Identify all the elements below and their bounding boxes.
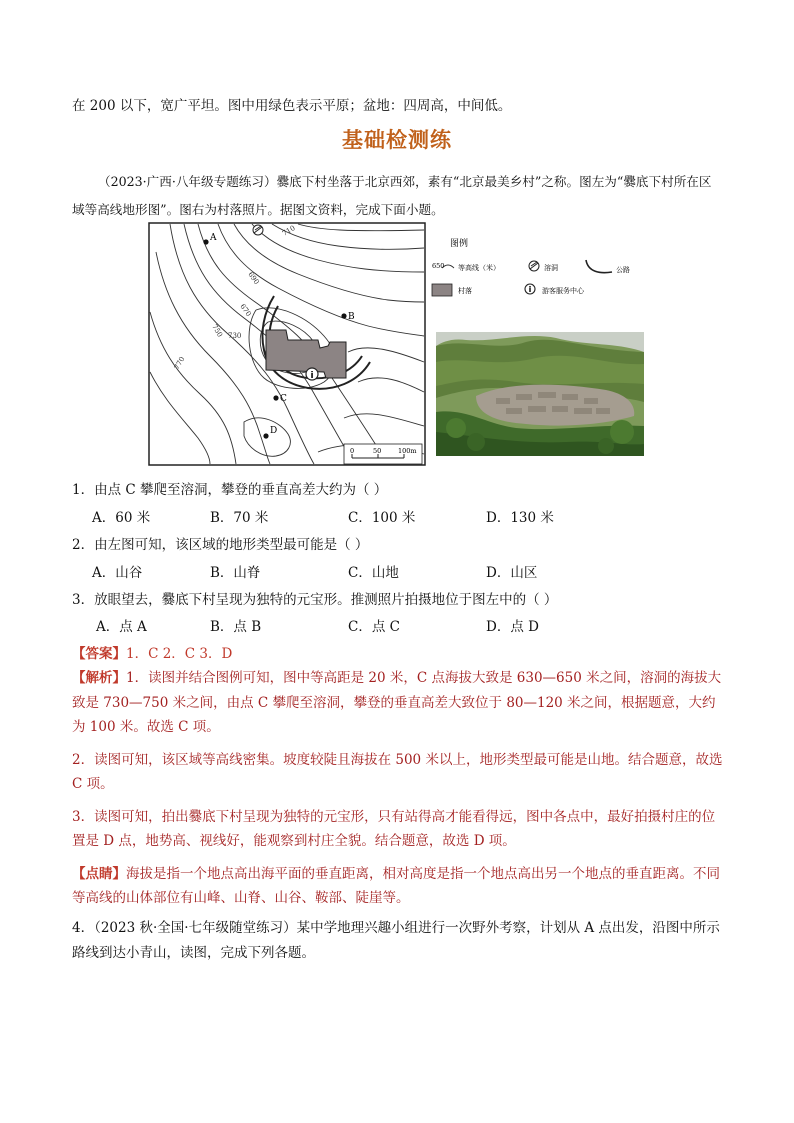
legend-road-label: 公路 bbox=[616, 266, 630, 274]
info-icon-glyph: i bbox=[528, 285, 532, 294]
question-1-option-b[interactable]: B．70 米 bbox=[210, 510, 269, 526]
section-title: 基础检测练 bbox=[342, 128, 452, 152]
analysis-text-3: 3．读图可知，拍出爨底下村呈现为独特的元宝形，只有站得高才能看得远，图中各点中，最好拍摄村庄的位置是 D 点，地势高、视线好，能观察到村庄全貌。结合题意，故选 D 项。 bbox=[72, 808, 716, 849]
top-text-line: 在 200 以下，宽广平坦。图中用绿色表示平原；盆地：四周高，中间低。 bbox=[72, 98, 512, 114]
point-tag: 【点睛】 bbox=[72, 865, 126, 882]
question-4-text: 4．（2023 秋·全国·七年级随堂练习）某中学地理兴趣小组进行一次野外考察，计划从 A 点出发，沿图中所示路线到达小青山，读图，完成下列各题。 bbox=[72, 920, 720, 961]
answer-text: 1．C 2．C 3．D bbox=[126, 646, 233, 662]
question-3-stem: 3．放眼望去，爨底下村呈现为独特的元宝形。推测照片拍摄地位于图左中的（ ） bbox=[72, 592, 558, 608]
contour-label: 690 bbox=[246, 270, 261, 287]
question-1-option-c[interactable]: C．100 米 bbox=[348, 510, 416, 526]
question-1-stem: 1．由点 C 攀爬至溶洞，攀登的垂直高差大约为（ ） bbox=[72, 482, 388, 498]
contour-label: 710 bbox=[281, 224, 297, 238]
point-text: 海拔是指一个地点高出海平面的垂直距离，相对高度是指一个地点高出另一个地点的垂直距离。不同等高线的山体部位有山峰、山脊、山谷、鞍部、陡崖等。 bbox=[72, 865, 720, 906]
contour-label: 730 bbox=[228, 332, 242, 340]
question-2-option-a[interactable]: A．山谷 bbox=[92, 565, 143, 581]
intro-text: （2023·广西·八年级专题练习）爨底下村坐落于北京西郊，素有“北京最美乡村”之称。图左为“爨底下村所在区域等高线地形图”。图右为村落照片。据图文资料，完成下面小题。 bbox=[72, 174, 712, 217]
legend-cave-label: 溶洞 bbox=[544, 264, 558, 272]
map-point-label: A bbox=[210, 233, 217, 243]
question-1-option-a[interactable]: A．60 米 bbox=[92, 510, 151, 526]
legend-svg bbox=[430, 232, 660, 302]
question-3-option-c[interactable]: C．点 C bbox=[348, 619, 400, 635]
analysis-paragraph-1 bbox=[72, 666, 724, 740]
svg-text:i: i bbox=[310, 371, 314, 381]
map-point-label: C bbox=[280, 394, 287, 404]
question-2-option-b[interactable]: B．山脊 bbox=[210, 565, 261, 581]
question-2-stem: 2．由左图可知，该区域的地形类型最可能是（ ） bbox=[72, 537, 369, 553]
map-legend bbox=[430, 232, 660, 302]
map-point-label: D bbox=[270, 426, 278, 436]
analysis-block bbox=[72, 666, 724, 911]
answer-line bbox=[72, 642, 232, 662]
contour-label: 770 bbox=[172, 355, 187, 371]
analysis-paragraph-2 bbox=[72, 748, 724, 797]
scale-label: 50 bbox=[373, 447, 382, 455]
scale-label: 0 bbox=[350, 447, 355, 455]
analysis-paragraph-3 bbox=[72, 805, 724, 854]
legend-contour-label: 等高线（米） bbox=[458, 264, 500, 272]
contour-map bbox=[148, 222, 426, 466]
legend-title: 图例 bbox=[450, 239, 469, 249]
legend-village-label: 村落 bbox=[458, 287, 472, 295]
question-1-option-d[interactable]: D．130 米 bbox=[486, 510, 554, 526]
question-2-option-d[interactable]: D．山区 bbox=[486, 565, 538, 581]
question-3-option-b[interactable]: B．点 B bbox=[210, 619, 262, 635]
legend-contour-value: 650 bbox=[432, 262, 445, 270]
analysis-tag: 【解析】 bbox=[72, 670, 126, 686]
point-paragraph bbox=[72, 862, 724, 911]
question-2-option-c[interactable]: C．山地 bbox=[348, 565, 399, 581]
road-icon bbox=[586, 260, 612, 273]
legend-visitor-label: 游客服务中心 bbox=[542, 287, 584, 295]
contour-label: 670 bbox=[238, 302, 253, 319]
map-point-label: B bbox=[348, 312, 355, 322]
analysis-text-2: 2．读图可知，该区域等高线密集。坡度较陡且海拔在 500 米以上，地形类型最可能是山地。结合题意，故选 C 项。 bbox=[72, 751, 723, 792]
analysis-text-1: 1．读图并结合图例可知，图中等高距是 20 米，C 点海拔大致是 630—650 米之间，溶洞的海拔大致是 730—750 米之间，由点 C 攀爬至溶洞，攀登的垂直高差大致位于 80—120 米之间，根据题意，大约为 100 米。故选 C 项。 bbox=[72, 670, 722, 735]
village-icon bbox=[432, 284, 452, 296]
answer-tag: 【答案】 bbox=[72, 646, 126, 662]
village-photo-svg bbox=[436, 332, 644, 456]
village-photo bbox=[436, 332, 644, 456]
question-4 bbox=[72, 916, 724, 965]
question-intro bbox=[72, 168, 724, 224]
contour-label: 750 bbox=[210, 323, 224, 339]
scale-label: 100m bbox=[398, 447, 417, 455]
question-3-option-d[interactable]: D．点 D bbox=[486, 619, 539, 635]
contour-map-svg bbox=[148, 222, 426, 466]
cave-icon bbox=[529, 261, 539, 271]
question-3-option-a[interactable]: A．点 A bbox=[96, 619, 147, 635]
